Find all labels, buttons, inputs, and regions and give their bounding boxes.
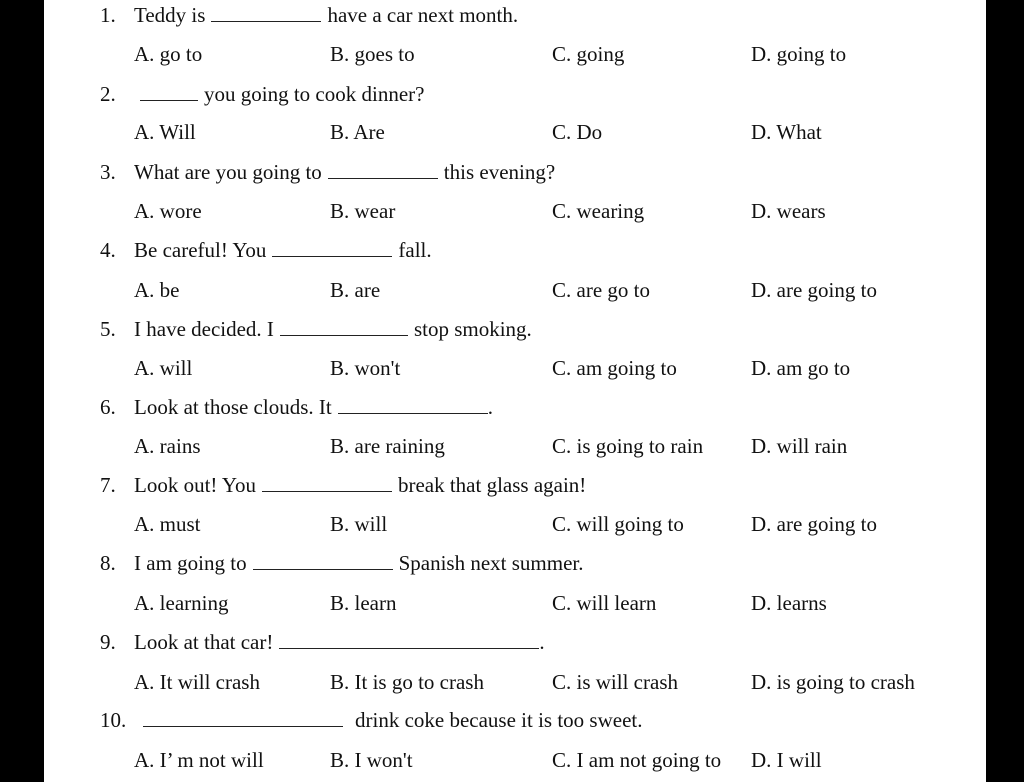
question-text-after: Spanish next summer. bbox=[398, 551, 584, 575]
question-text bbox=[134, 471, 586, 499]
question-text-before: What are you going to bbox=[134, 160, 322, 184]
question-text bbox=[134, 80, 424, 108]
answer-blank bbox=[211, 3, 321, 22]
option-d: D. is going to crash bbox=[751, 670, 915, 694]
question-4 bbox=[44, 236, 986, 264]
question-number: 2. bbox=[100, 82, 116, 106]
question-number: 7. bbox=[100, 473, 116, 497]
answer-blank bbox=[328, 160, 438, 179]
question-1 bbox=[44, 1, 986, 29]
option-d: D. learns bbox=[751, 591, 827, 615]
question-number: 9. bbox=[100, 630, 116, 654]
options-9 bbox=[44, 668, 986, 696]
option-b: B. will bbox=[330, 512, 388, 536]
question-number: 3. bbox=[100, 160, 116, 184]
question-number: 4. bbox=[100, 238, 116, 262]
question-text-before: Be careful! You bbox=[134, 238, 267, 262]
question-7 bbox=[44, 471, 986, 499]
question-9 bbox=[44, 628, 986, 656]
option-c: C. will learn bbox=[552, 591, 657, 615]
option-c: C. wearing bbox=[552, 199, 645, 223]
option-c: C. is going to rain bbox=[552, 434, 704, 458]
question-text-after: drink coke because it is too sweet. bbox=[355, 708, 643, 732]
question-text-after: . bbox=[487, 395, 493, 419]
question-10 bbox=[44, 706, 986, 734]
options-3 bbox=[44, 197, 986, 225]
question-text-after: stop smoking. bbox=[413, 317, 532, 341]
answer-blank bbox=[338, 395, 488, 414]
question-text-before: Look at that car! bbox=[134, 630, 274, 654]
worksheet bbox=[44, 0, 986, 782]
question-text-after: have a car next month. bbox=[327, 3, 519, 27]
option-d: D. wears bbox=[751, 199, 826, 223]
option-a: A. must bbox=[134, 512, 201, 536]
answer-blank bbox=[143, 708, 343, 727]
options-5 bbox=[44, 354, 986, 382]
question-number: 1. bbox=[100, 3, 116, 27]
option-a: A. wore bbox=[134, 199, 202, 223]
option-d: D. are going to bbox=[751, 512, 877, 536]
question-text-after: . bbox=[539, 630, 545, 654]
option-d: D. going to bbox=[751, 42, 847, 66]
option-c: C. Do bbox=[552, 120, 603, 144]
options-2 bbox=[44, 118, 986, 146]
option-c: C. going bbox=[552, 42, 625, 66]
question-text bbox=[143, 706, 643, 734]
option-c: C. is will crash bbox=[552, 670, 678, 694]
options-6 bbox=[44, 432, 986, 460]
option-a: A. will bbox=[134, 356, 193, 380]
option-b: B. won't bbox=[330, 356, 401, 380]
question-number: 6. bbox=[100, 395, 116, 419]
option-a: A. I’ m not will bbox=[134, 748, 264, 772]
question-text-after: this evening? bbox=[443, 160, 556, 184]
answer-blank bbox=[253, 551, 393, 570]
option-b: B. goes to bbox=[330, 42, 415, 66]
option-c: C. are go to bbox=[552, 278, 650, 302]
question-text-before: Look out! You bbox=[134, 473, 256, 497]
question-text-after: fall. bbox=[398, 238, 432, 262]
option-a: A. rains bbox=[134, 434, 201, 458]
question-5 bbox=[44, 315, 986, 343]
option-a: A. Will bbox=[134, 120, 196, 144]
question-text bbox=[134, 549, 584, 577]
option-a: A. go to bbox=[134, 42, 203, 66]
question-text bbox=[134, 628, 545, 656]
option-d: D. I will bbox=[751, 748, 822, 772]
question-6 bbox=[44, 393, 986, 421]
option-d: D. What bbox=[751, 120, 822, 144]
question-text bbox=[134, 158, 555, 186]
question-text-before: I have decided. I bbox=[134, 317, 274, 341]
options-4 bbox=[44, 276, 986, 304]
question-text bbox=[134, 393, 493, 421]
question-number: 8. bbox=[100, 551, 116, 575]
option-d: D. are going to bbox=[751, 278, 877, 302]
question-text bbox=[134, 1, 518, 29]
option-a: A. be bbox=[134, 278, 180, 302]
option-b: B. are bbox=[330, 278, 381, 302]
answer-blank bbox=[262, 473, 392, 492]
question-text bbox=[134, 236, 432, 264]
answer-blank bbox=[280, 317, 408, 336]
option-c: C. I am not going to bbox=[552, 748, 722, 772]
option-a: A. learning bbox=[134, 591, 229, 615]
option-b: B. learn bbox=[330, 591, 397, 615]
answer-blank bbox=[279, 630, 539, 649]
options-10 bbox=[44, 746, 986, 774]
answer-blank bbox=[140, 82, 198, 101]
option-d: D. am go to bbox=[751, 356, 851, 380]
option-b: B. wear bbox=[330, 199, 396, 223]
question-text bbox=[134, 315, 532, 343]
option-a: A. It will crash bbox=[134, 670, 260, 694]
question-8 bbox=[44, 549, 986, 577]
options-8 bbox=[44, 589, 986, 617]
options-7 bbox=[44, 510, 986, 538]
answer-blank bbox=[272, 238, 392, 257]
question-text-before: I am going to bbox=[134, 551, 247, 575]
question-number: 5. bbox=[100, 317, 116, 341]
option-c: C. will going to bbox=[552, 512, 684, 536]
options-1 bbox=[44, 40, 986, 68]
option-b: B. I won't bbox=[330, 748, 413, 772]
question-text-before: Look at those clouds. It bbox=[134, 395, 332, 419]
question-number: 10. bbox=[100, 708, 127, 732]
question-2 bbox=[44, 80, 986, 108]
option-b: B. It is go to crash bbox=[330, 670, 484, 694]
option-b: B. Are bbox=[330, 120, 385, 144]
option-b: B. are raining bbox=[330, 434, 445, 458]
question-text-after: break that glass again! bbox=[397, 473, 587, 497]
question-text-after: you going to cook dinner? bbox=[204, 82, 425, 106]
option-d: D. will rain bbox=[751, 434, 848, 458]
question-3 bbox=[44, 158, 986, 186]
option-c: C. am going to bbox=[552, 356, 677, 380]
question-text-before: Teddy is bbox=[134, 3, 206, 27]
